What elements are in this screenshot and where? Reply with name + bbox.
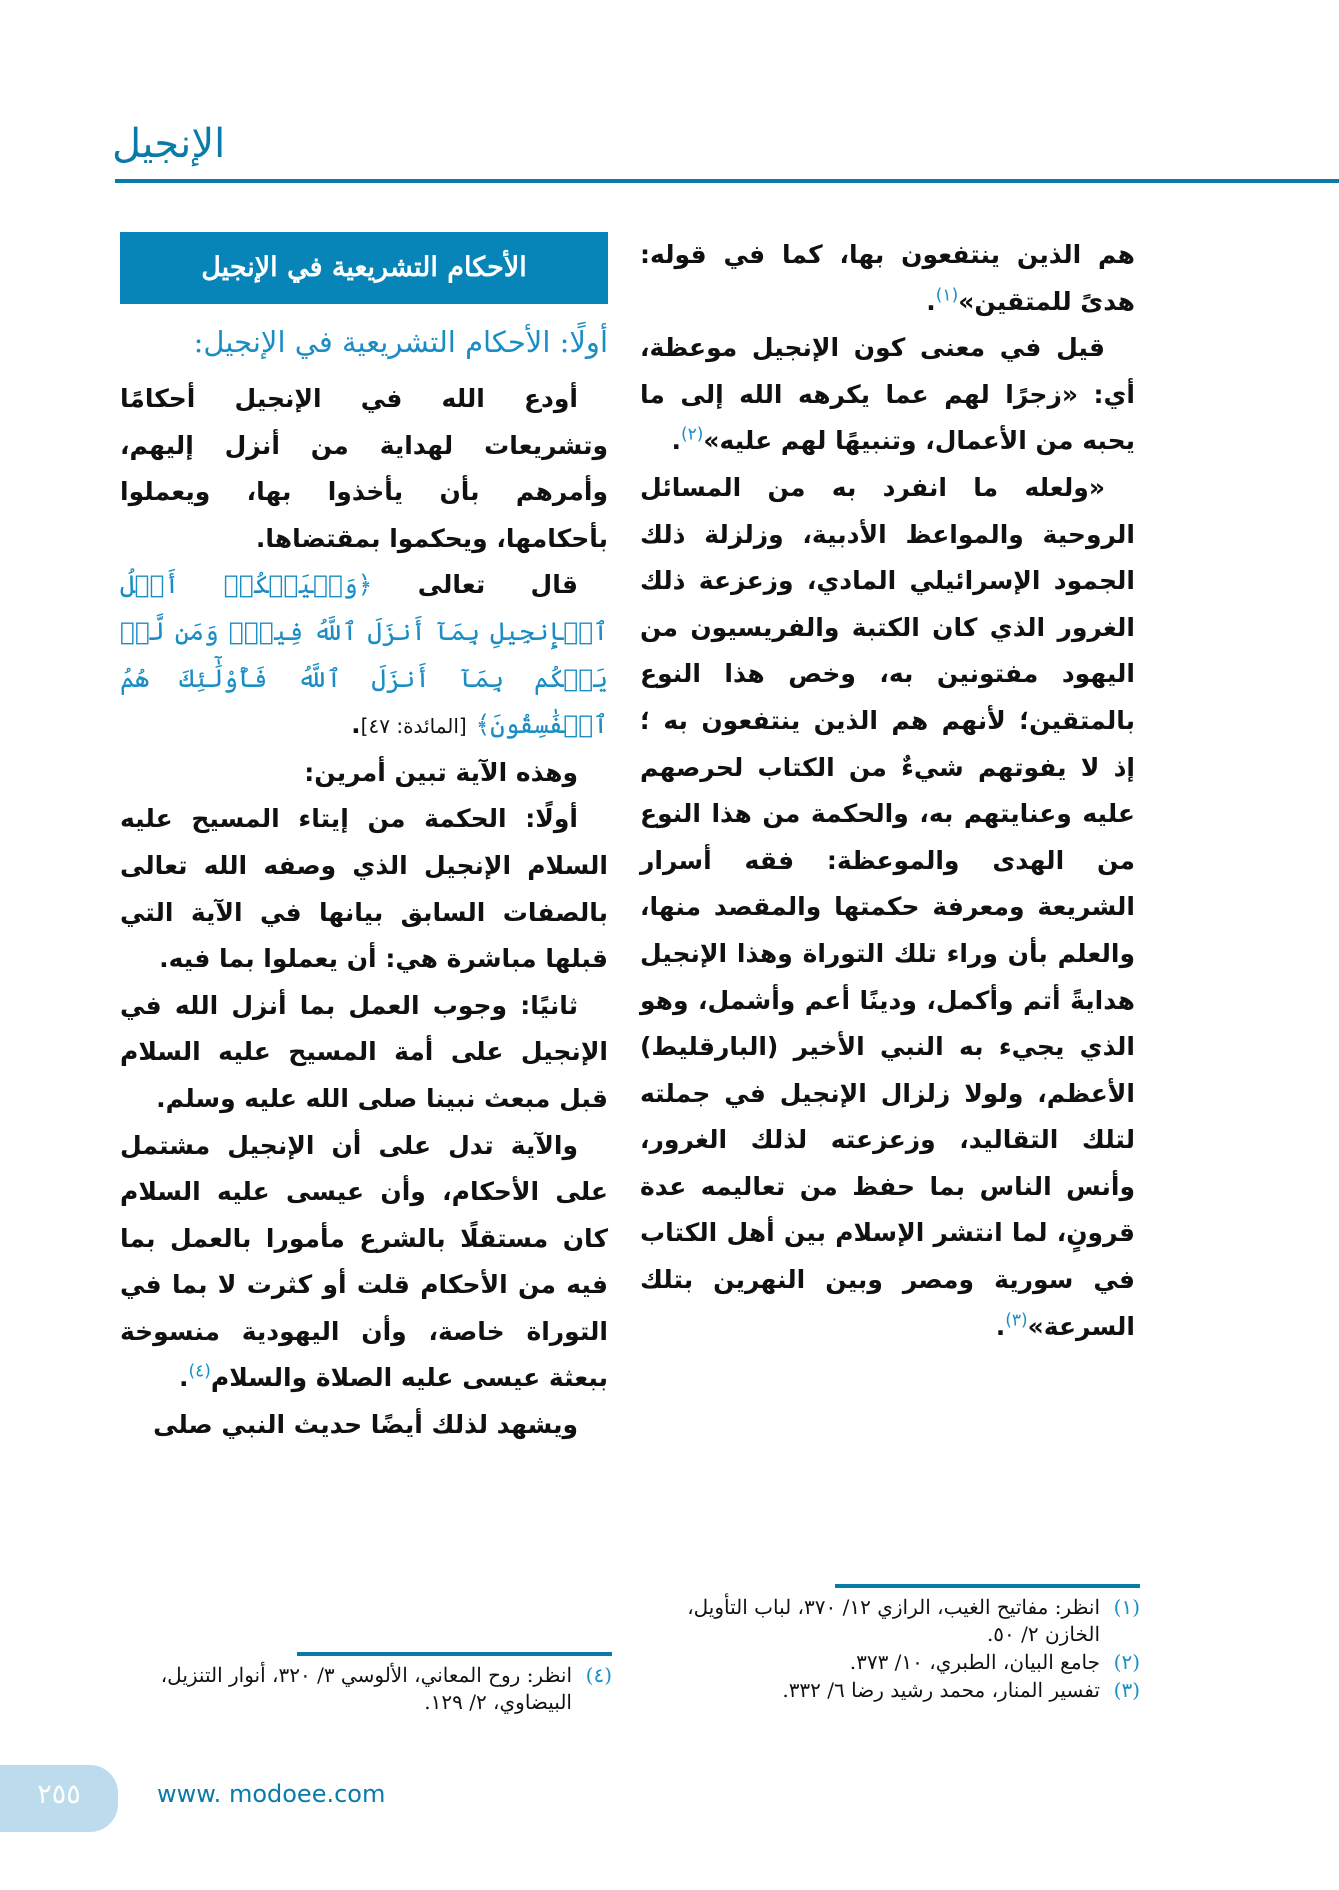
point-two: ثانيًا: وجوب العمل بما أنزل الله في الإنجيل على أمة المسيح عليه السلام قبل مبعث نبينا صلى الله عليه وسلم. [120,990,608,1113]
subheading: أولًا: الأحكام التشريعية في الإنجيل: [193,325,608,359]
footnotes-left [118,1662,612,1717]
running-title: الإنجيل [112,121,226,167]
paragraph: ويشهد لذلك أيضًا حديث النبي صلى [153,1410,578,1440]
footnote-text: تفسير المنار، محمد رشيد رضا ٦/ ٣٣٢. [782,1678,1100,1702]
footnote [640,1677,1140,1704]
left-column [120,232,608,1449]
footnote-rule [835,1584,1140,1588]
footnote [118,1662,612,1716]
footnote-rule [297,1652,612,1656]
footnote [640,1649,1140,1676]
verse-reference: [المائدة: ٤٧] [360,714,467,739]
ornate-bracket-close-icon: ﴾ [475,710,491,740]
footnote-text: انظر: روح المعاني، الألوسي ٣/ ٣٢٠، أنوار التنزيل، البيضاوي، ٢/ ١٢٩. [160,1663,572,1714]
footnote-text: انظر: مفاتيح الغيب، الرازي ١٢/ ٣٧٠، لباب التأويل، الخازن ٢/ ٥٠. [687,1595,1100,1646]
footnote-ref[interactable]: (٤) [188,1362,211,1383]
paragraph: هم الذين ينتفعون بها، كما في قوله: هدىً للمتقين»$^{(١)}$. [640,240,1135,316]
point-one: أولًا: الحكمة من إيتاء المسيح عليه السلام الإنجيل الذي وصفه الله تعالى بالصفات السابق بيانها في الآية التي قبلها مباشرة هي: أن يعملوا بما فيه. [120,804,608,974]
footnote-text: جامع البيان، الطبري، ١٠/ ٣٧٣. [849,1650,1100,1674]
footnote-ref[interactable]: (٣) [1005,1310,1028,1331]
footnote [640,1594,1140,1648]
page-number: ٢٥٥ [0,1765,118,1832]
intro-paragraph: أودع الله في الإنجيل أحكامًا وتشريعات لهداية من أنزل إليهم، وأمرهم بأن يأخذوا بها، ويعملوا بأحكامها، ويحكموا بمقتضاها. [120,384,608,553]
ornate-bracket-open-icon: ﴿ [357,570,373,600]
paragraph: قيل في معنى كون الإنجيل موعظة، أي: «زجرًا لهم عما يكرهه الله إلى ما يحبه من الأعمال، وتنبيهًا لهم عليه»$^{(٢)}$. [640,333,1135,456]
footnotes-right [640,1594,1140,1705]
footnote-number: (٤) [585,1663,612,1687]
header-rule [115,179,1339,183]
conclusion-paragraph: والآية تدل على أن الإنجيل مشتمل على الأحكام، وأن عيسى عليه السلام كان مستقلًا بالشرع مأمورا بالعمل بما فيه من الأحكام قلت أو كثرت لا بما في التوراة خاصة، وأن اليهودية منسوخة ببعثة عيسى عليه الصلاة والسلام$^{(٤)}$. [120,1130,608,1393]
right-column [640,232,1135,1350]
section-title: الأحكام التشريعية في الإنجيل [120,232,608,304]
paragraph: «ولعله ما انفرد به من المسائل الروحية والمواعظ الأدبية، وزلزلة ذلك الجمود الإسرائيلي المادي، وزعزعة ذلك الغرور الذي كان الكتبة والفريسيون من اليهود مفتونين به، وخص هذا النوع بالمتقين؛ لأنهم هم الذين ينتفعون به ؛ إذ لا يفوتهم شيءٌ من الكتاب لحرصهم عليه وعنايتهم به، والحكمة من هذا النوع من الهدى والموعظة: فقه أسرار الشريعة ومعرفة حكمتها والمقصد منها، والعلم بأن وراء تلك التوراة وهذا الإنجيل هدايةً أتم وأكمل، ودينًا أعم وأشمل، وهو الذي يجيء به النبي الأخير (البارقليط) الأعظم، ولولا زلزال الإنجيل في جملته لتلك التقاليد، وزعزعته لذلك الغرور، وأنس الناس بما حفظ من تعاليمه عدة قرونٍ، لما انتشر الإسلام بين أهل الكتاب في سورية ومصر وبين النهرين بتلك السرعة»$^{(٣)}$. [640,472,1135,1341]
verse-paragraph: قال تعالى ﴿وَلۡيَحۡكُمۡ أَهۡلُ ٱلۡإِنجِيلِ بِمَآ أَنزَلَ ٱللَّهُ فِيهِۚ وَمَن لَّمۡ يَحۡكُم بِمَآ أَنزَلَ ٱللَّهُ فَأُوْلَٰٓئِكَ هُمُ ٱلۡفَٰسِقُونَ﴾ [المائدة: ٤٧]. [120,570,608,740]
website-link[interactable]: www. modoee.com [157,1780,386,1808]
footnote-ref[interactable]: (٢) [680,425,704,446]
paragraph: وهذه الآية تبين أمرين: [304,757,578,787]
footnote-number: (٣) [1113,1678,1140,1702]
footnote-number: (٢) [1113,1650,1140,1674]
footnote-number: (١) [1113,1595,1140,1619]
footnote-ref[interactable]: (١) [935,285,959,306]
quran-verse: وَلۡيَحۡكُمۡ أَهۡلُ ٱلۡإِنجِيلِ بِمَآ أَنزَلَ ٱللَّهُ فِيهِۚ وَمَن لَّمۡ يَحۡكُم بِمَآ أَنزَلَ ٱللَّهُ فَأُوْلَٰٓئِكَ هُمُ ٱلۡفَٰسِقُونَ [120,570,608,740]
